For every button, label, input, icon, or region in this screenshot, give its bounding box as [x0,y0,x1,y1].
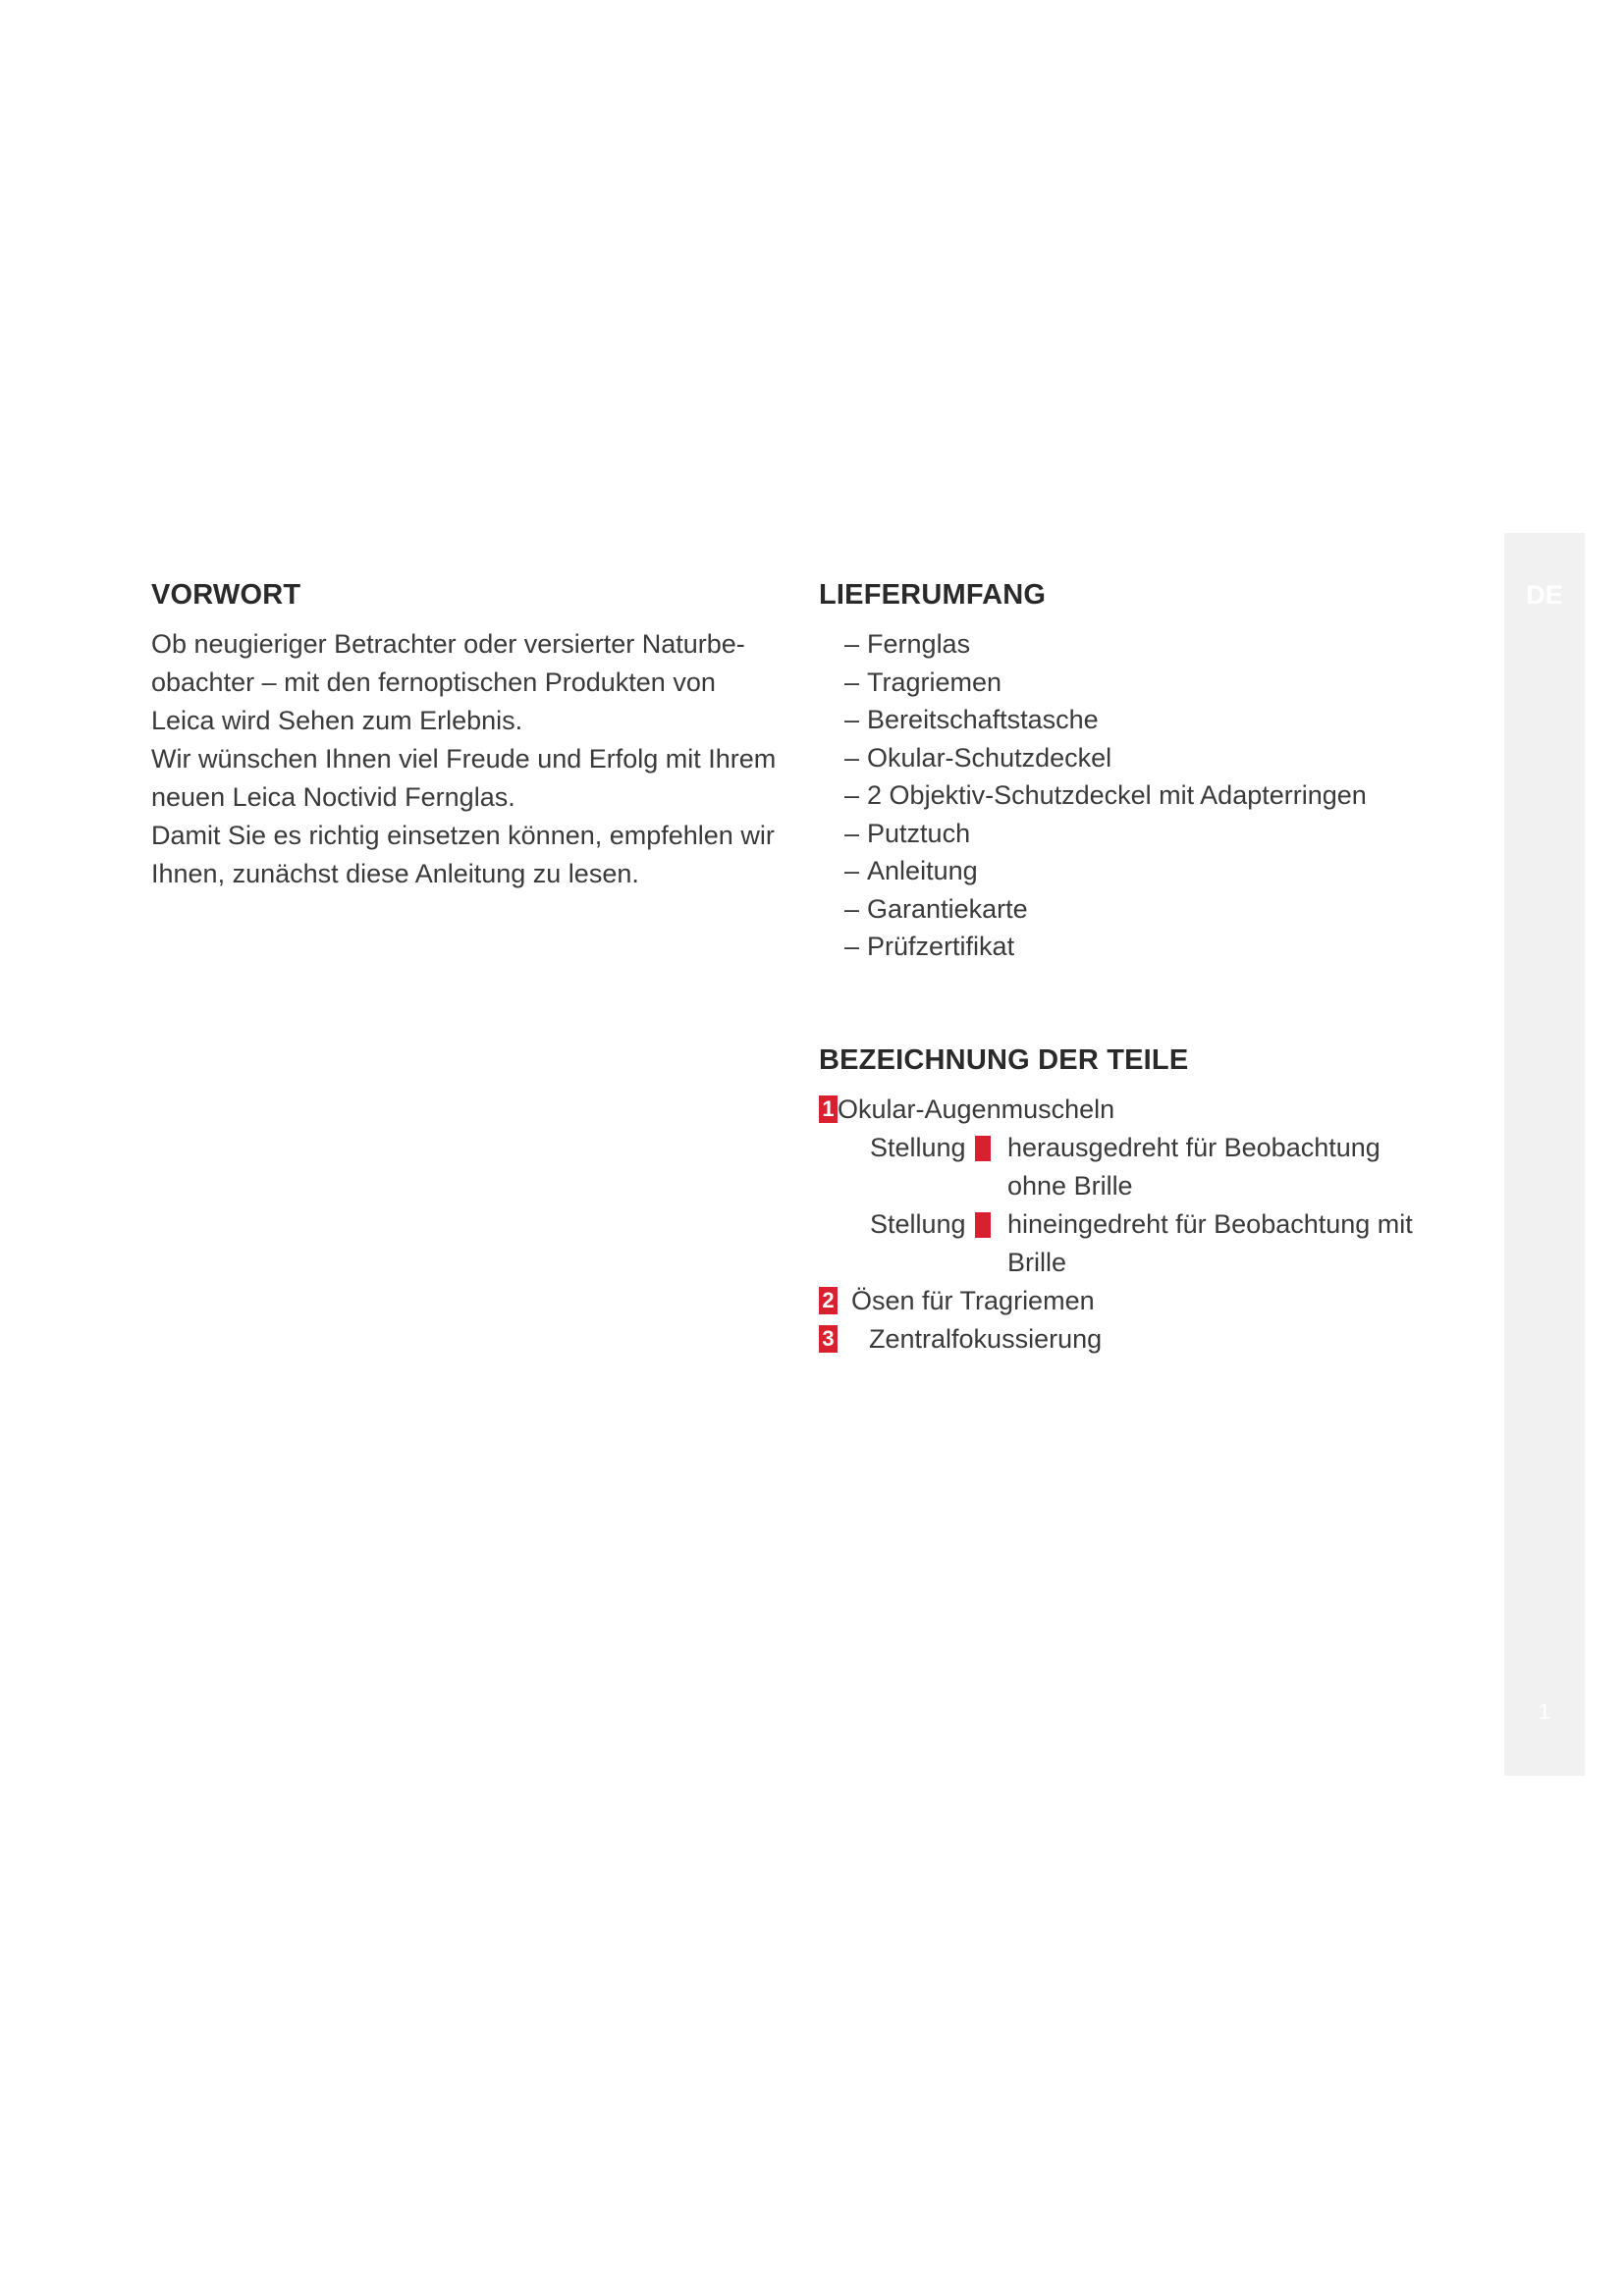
parts-title: BEZEICHNUNG DER TEILE [819,1043,1189,1076]
delivery-list [819,625,1447,966]
foreword-paragraph: Wir wünschen Ihnen viel Freude und Erfolg mit Ihrem neuen Leica Noctivid Fernglas. [151,744,777,812]
part-number-badge: 1 [819,1095,838,1123]
part-position [819,1129,1447,1205]
part-label: Ösen für Tragriemen [851,1285,1095,1315]
delivery-item: – Anleitung [844,856,978,885]
part-item [819,1282,1447,1320]
part-label: Okular-Augenmuscheln [838,1094,1115,1124]
delivery-item: – Fernglas [844,629,971,659]
foreword-paragraph: Ob neugieriger Betrachter oder versierter Naturbe-obachter – mit den fernoptischen Produkten von Leica wird Sehen zum Erlebnis. [151,629,745,735]
delivery-item: – Tragriemen [844,667,1002,697]
part-label: Zentralfokussierung [869,1323,1103,1354]
part-item [819,1091,1447,1129]
foreword-paragraph: Damit Sie es richtig einsetzen können, empfehlen wir Ihnen, zunächst diese Anleitung zu lesen. [151,821,775,888]
delivery-title: LIEFERUMFANG [819,579,1047,611]
position-description: hineingedreht für Beobachtung mit [1007,1208,1413,1239]
delivery-item: – Putztuch [844,818,971,848]
foreword-body [151,625,780,893]
parts-list [819,1091,1447,1359]
part-number-badge: 3 [819,1325,838,1353]
foreword-title: VORWORT [151,579,301,611]
right-column [819,579,1447,1359]
language-side-tab [1504,533,1585,1776]
delivery-item: – Okular-Schutzdeckel [844,742,1112,773]
position-description: Brille [1007,1247,1067,1277]
position-label: Stellung [870,1208,966,1239]
delivery-item: – Prüfzertifikat [844,932,1015,961]
position-marker-icon [975,1136,991,1161]
delivery-item: – Bereitschaftstasche [844,705,1099,734]
language-label: DE [1526,580,1563,610]
parts-section [819,1044,1447,1359]
position-description: ohne Brille [1007,1170,1133,1201]
position-marker-icon [975,1212,991,1238]
delivery-section [819,579,1447,966]
part-position [819,1205,1447,1282]
position-label: Stellung [870,1132,966,1162]
part-item [819,1320,1447,1359]
foreword-section [151,579,780,893]
part-number-badge: 2 [819,1287,838,1314]
page-number: 1 [1538,1699,1551,1724]
position-description: herausgedreht für Beobachtung [1007,1132,1380,1162]
delivery-item: – 2 Objektiv-Schutzdeckel mit Adapterringen [844,780,1367,810]
delivery-item: – Garantiekarte [844,893,1028,924]
